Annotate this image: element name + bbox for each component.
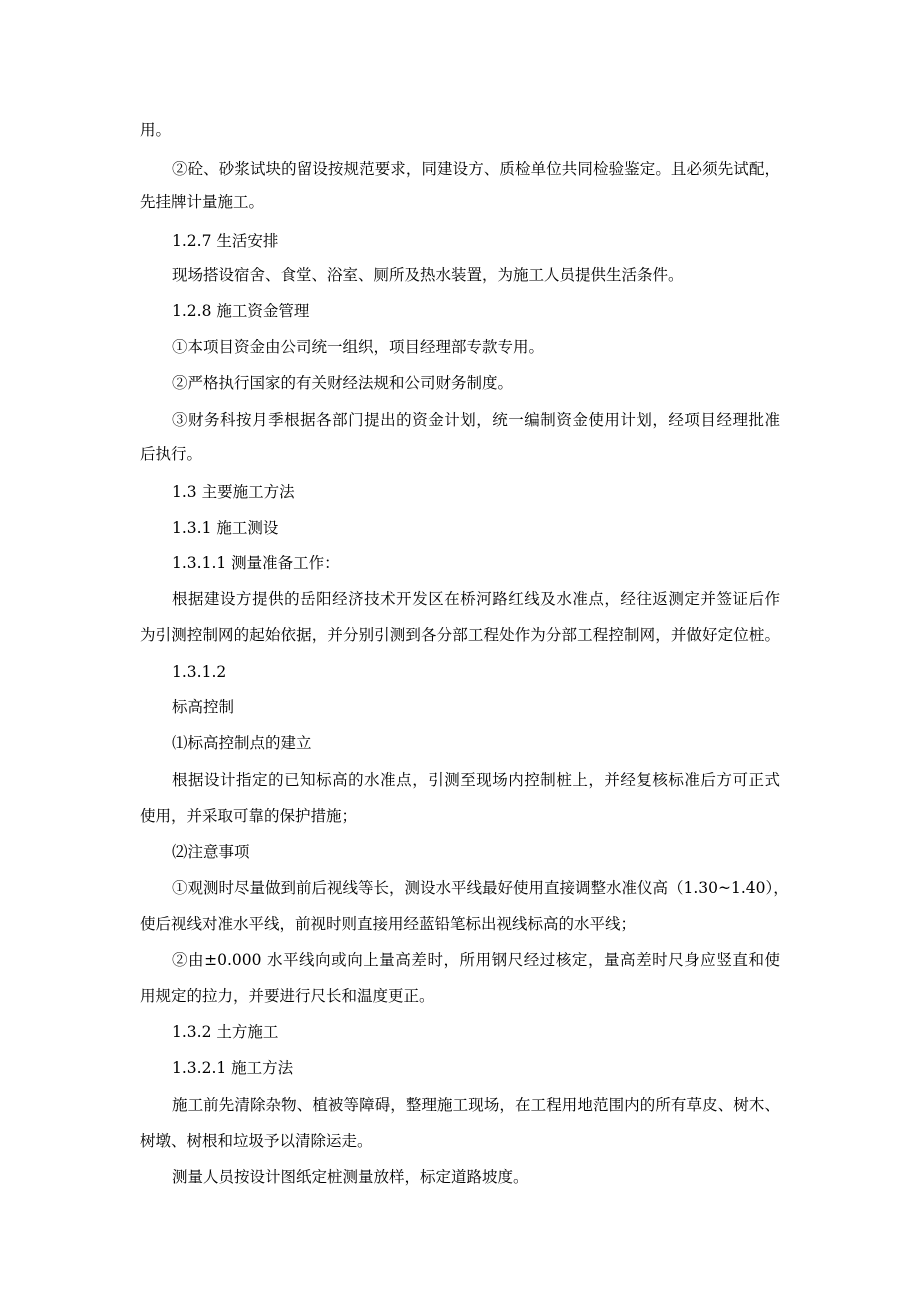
section-heading: 1.2.7 生活安排 — [172, 232, 279, 250]
text-line: 后执行。 — [140, 445, 203, 463]
text-line: 标高控制 — [172, 698, 235, 716]
text-line: 用。 — [140, 121, 172, 139]
section-heading: 1.3.1.1 测量准备工作： — [172, 554, 340, 572]
text-line: ⑴标高控制点的建立 — [172, 734, 312, 752]
section-heading: 1.2.8 施工资金管理 — [172, 302, 310, 320]
text-line: 树墩、树根和垃圾予以清除运走。 — [140, 1132, 373, 1150]
text-line: ①观测时尽量做到前后视线等长，测设水平线最好使用直接调整水准仪高（1.30~1.40）， — [172, 879, 789, 897]
text-line: ①本项目资金由公司统一组织，项目经理部专款专用。 — [172, 338, 545, 356]
text-line: 根据设计指定的已知标高的水准点，引测至现场内控制桩上，并经复核标准后方可正式 — [172, 771, 780, 789]
text-line: 为引测控制网的起始依据，并分别引测到各分部工程处作为分部工程控制网，并做好定位桩。 — [140, 626, 780, 644]
text-line: 测量人员按设计图纸定桩测量放样，标定道路坡度。 — [172, 1168, 529, 1186]
text-line: ②由±0.000 水平线向或向上量高差时，所用钢尺经过核定，量高差时尺身应竖直和使 — [172, 951, 780, 969]
section-heading: 1.3 主要施工方法 — [172, 483, 295, 501]
text-line: 用规定的拉力，并要进行尺长和温度更正。 — [140, 987, 435, 1005]
section-heading: 1.3.2.1 施工方法 — [172, 1059, 294, 1077]
text-line: 先挂牌计量施工。 — [140, 193, 265, 211]
text-line: ②砼、砂浆试块的留设按规范要求，同建设方、质检单位共同检验鉴定。且必须先试配， — [172, 160, 780, 178]
text-line: ③财务科按月季根据各部门提出的资金计划，统一编制资金使用计划，经项目经理批准 — [172, 411, 780, 429]
text-line: 现场搭设宿舍、食堂、浴室、厕所及热水装置，为施工人员提供生活条件。 — [172, 266, 684, 284]
section-heading: 1.3.1 施工测设 — [172, 519, 279, 537]
text-line: 使后视线对准水平线，前视时则直接用经蓝铅笔标出视线标高的水平线； — [140, 915, 637, 933]
text-line: 施工前先清除杂物、植被等障碍，整理施工现场，在工程用地范围内的所有草皮、树木、 — [172, 1096, 780, 1114]
text-line: 使用，并采取可靠的保护措施； — [140, 807, 358, 825]
text-line: ②严格执行国家的有关财经法规和公司财务制度。 — [172, 374, 514, 392]
section-heading: 1.3.1.2 — [172, 663, 227, 681]
text-line: ⑵注意事项 — [172, 843, 250, 861]
text-line: 根据建设方提供的岳阳经济技术开发区在桥河路红线及水准点，经往返测定并签证后作 — [172, 590, 780, 608]
section-heading: 1.3.2 土方施工 — [172, 1023, 279, 1041]
